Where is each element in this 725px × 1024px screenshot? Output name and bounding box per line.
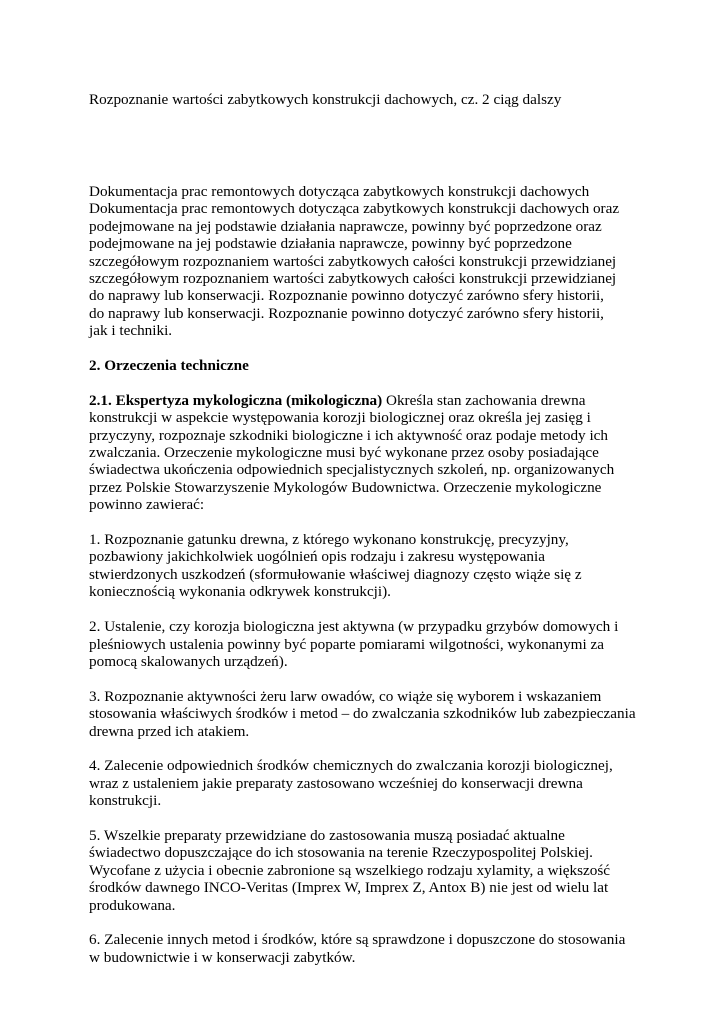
subsection-paragraph bbox=[89, 392, 637, 514]
document-title: Rozpoznanie wartości zabytkowych konstrukcji dachowych, cz. 2 ciąg dalszy bbox=[89, 91, 562, 108]
list-item: 3. Rozpoznanie aktywności żeru larw owadów, co wiąże się wyborem i wskazaniem stosowania właściwych środków i metod – do zwalczania szkodników lub zabezpieczania drewna przed ich atakiem. bbox=[89, 687, 636, 740]
section-heading: 2. Orzeczenia techniczne bbox=[89, 357, 249, 375]
document-body bbox=[89, 183, 637, 984]
list-item: 2. Ustalenie, czy korozja biologiczna jest aktywna (w przypadku grzybów domowych i pleśniowych ustalenia powinny być poparte pomiarami wilgotności, wykonanymi za pomocą skalowanych urządzeń). bbox=[89, 618, 619, 670]
list-item: 4. Zalecenie odpowiednich środków chemicznych do zwalczania korozji biologicznej, wraz z ustaleniem jakie preparaty zastosowano wcześniej do konserwacji drewna konstrukcji. bbox=[89, 757, 613, 810]
intro-paragraph: Dokumentacja prac remontowych dotycząca zabytkowych konstrukcji dachowych Dokumentacja prac remontowych dotycząca zabytkowych konstrukcji dachowych oraz podejmowane na jej podstawie działania naprawcze, powinny być poprzedzone oraz podejmowane na jej podstawie działania naprawcze, powinny być poprzedzone szczegółowym rozpoznaniem wartości zabytkowych całości konstrukcji przewidzianej szczegółowym rozpoznaniem wartości zabytkowych całości konstrukcji przewidzianej do naprawy lub konserwacji. Rozpoznanie powinno dotyczyć zarówno sfery historii, do naprawy lub konserwacji. Rozpoznanie powinno dotyczyć zarówno sfery historii, jak i techniki. bbox=[89, 183, 620, 340]
subsection-text: Określa stan zachowania drewna konstrukcji w aspekcie występowania korozji biologicznej oraz określa jej zasięg i przyczyny, rozpoznaje szkodniki biologiczne i ich aktywność oraz podaje metody ich zwalczania. Orzeczenie mykologiczne musi być wykonane przez osoby posiadające świadectwa ukończenia odpowiednich specjalistycznych szkoleń, np. organizowanych przez Polskie Stowarzyszenie Mykologów Budownictwa. Orzeczenie mykologiczne powinno zawierać: bbox=[89, 391, 615, 514]
list-item: 5. Wszelkie preparaty przewidziane do zastosowania muszą posiadać aktualne świadectwo dopuszczające do ich stosowania na terenie Rzeczypospolitej Polskiej. Wycofane z użycia i obecnie zabronione są wszelkiego rodzaju xylamity, a większość środków dawnego INCO-Veritas (Imprex W, Imprex Z, Antox B) nie jest od wielu lat produkowana. bbox=[89, 826, 611, 914]
subsection-heading: 2.1. Ekspertyza mykologiczna (mikologiczna) bbox=[89, 391, 383, 409]
list-item: 6. Zalecenie innych metod i środków, które są sprawdzone i dopuszczone do stosowania w budownictwie i w konserwacji zabytków. bbox=[89, 931, 626, 966]
list-item: 1. Rozpoznanie gatunku drewna, z którego wykonano konstrukcję, precyzyjny, pozbawiony jakichkolwiek uogólnień opis rodzaju i zakresu występowania stwierdzonych uszkodzeń (sformułowanie właściwej diagnozy często wiąże się z koniecznością wykonania odkrywek konstrukcji). bbox=[89, 531, 582, 601]
